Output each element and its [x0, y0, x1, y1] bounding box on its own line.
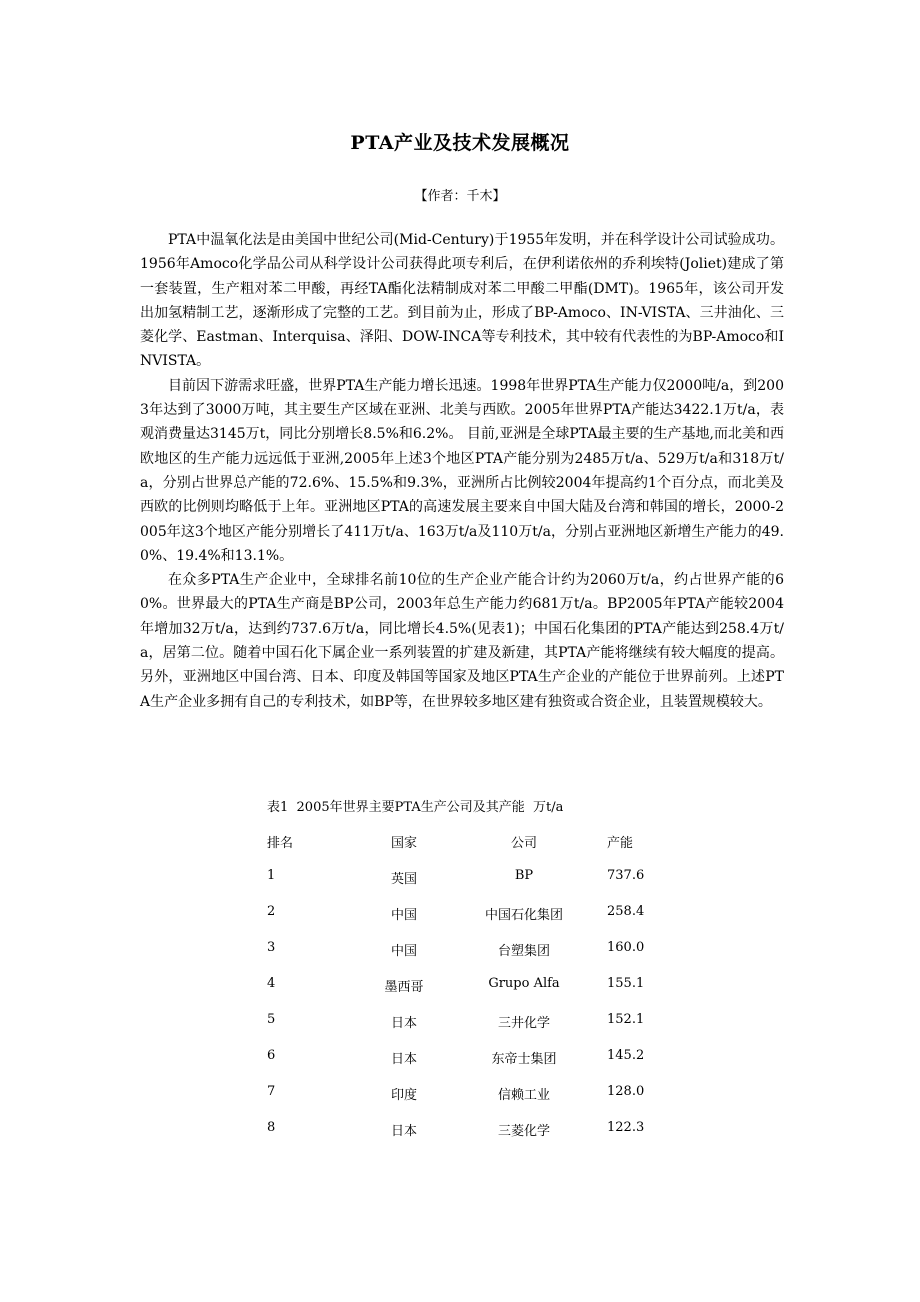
- table-row: [267, 970, 687, 1006]
- author-line: 【作者：千木】: [414, 189, 506, 204]
- capacity-cell: 122.3: [607, 1120, 645, 1135]
- rank-cell: 3: [267, 940, 276, 955]
- header-country: 国家: [390, 836, 418, 851]
- rank-cell: 8: [267, 1120, 276, 1135]
- capacity-cell: 145.2: [607, 1048, 645, 1063]
- capacity-cell: 737.6: [607, 868, 645, 883]
- paragraph: PTA中温氧化法是由美国中世纪公司(Mid-Century)于1955年发明，并在科学设计公司试验成功。1956年Amoco化学品公司从科学设计公司获得此项专利后，在伊利诺依州的乔利埃特(Joliet)建成了第一套装置，生产粗对苯二甲酸，再经TA酯化法精制成对苯二甲酸二甲酯(DMT)。1965年，该公司开发出加氢精制工艺，逐渐形成了完整的工艺。到目前为止，形成了BP-Amoco、IN-VISTA、三井油化、三菱化学、Eastman、Interquisa、泽阳、DOW-INCA等专利技术，其中较有代表性的为BP-Amoco和INVISTA。: [140, 232, 784, 370]
- table-row: [267, 1078, 687, 1114]
- rank-cell: 5: [267, 1012, 276, 1027]
- rank-cell: 4: [267, 976, 276, 991]
- company-text: BP: [514, 868, 534, 883]
- header-company: 公司: [510, 836, 538, 851]
- capacity-cell: 258.4: [607, 904, 645, 919]
- country-text: 印度: [390, 1088, 418, 1103]
- company-text: 台塑集团: [497, 944, 551, 959]
- capacity-table: [267, 826, 687, 1150]
- country-text: 中国: [390, 908, 418, 923]
- rank-cell: 6: [267, 1048, 276, 1063]
- page-title: PTA产业及技术发展概况: [350, 132, 570, 154]
- paragraph: 在众多PTA生产企业中，全球排名前10位的生产企业产能合计约为2060万t/a，约占世界产能的60%。世界最大的PTA生产商是BP公司，2003年总生产能力约681万t/a。BP2005年PTA产能较2004年增加32万t/a，达到约737.6万t/a，同比增长4.5%(见表1)；中国石化集团的PTA产能达到258.4万t/a，居第二位。随着中国石化下属企业一系列装置的扩建及新建，其PTA产能将继续有较大幅度的提高。另外，亚洲地区中国台湾、日本、印度及韩国等国家及地区PTA生产企业的产能位于世界前列。上述PTA生产企业多拥有自己的专利技术，如BP等，在世界较多地区建有独资或合资企业，且装置规模较大。: [140, 572, 784, 710]
- table-header-row: [267, 826, 687, 862]
- header-capacity: 产能: [607, 836, 634, 851]
- company-text: 三菱化学: [497, 1124, 551, 1139]
- paragraph: 目前因下游需求旺盛，世界PTA生产能力增长迅速。1998年世界PTA生产能力仅2000吨/a，到2003年达到了3000万吨，其主要生产区域在亚洲、北美与西欧。2005年世界PTA产能达3422.1万t/a，表观消费量达3145万t，同比分别增长8.5%和6.2%。 目前,亚洲是全球PTA最主要的生产基地,而北美和西欧地区的生产能力远远低于亚洲,2005年上述3个地区PTA产能分别为2485万t/a、529万t/a和318万t/a，分别占世界总产能的72.6%、15.5%和9.3%，亚洲所占比例较2004年提高约1个百分点，而北美及西欧的比例则均略低于上年。亚洲地区PTA的高速发展主要来自中国大陆及台湾和韩国的增长，2000-2005年这3个地区产能分别增长了411万t/a、163万t/a及110万t/a，分别占亚洲地区新增生产能力的49.0%、19.4%和13.1%。: [140, 377, 784, 564]
- capacity-cell: 155.1: [607, 976, 645, 991]
- country-text: 英国: [390, 872, 418, 887]
- table-row: [267, 1042, 687, 1078]
- table-row: [267, 934, 687, 970]
- capacity-cell: 160.0: [607, 940, 645, 955]
- company-text: 信赖工业: [497, 1088, 551, 1103]
- table-row: [267, 862, 687, 898]
- country-text: 中国: [390, 944, 418, 959]
- company-text: 三井化学: [497, 1016, 551, 1031]
- table-caption: 表1 2005年世界主要PTA生产公司及其产能 万t/a: [267, 800, 564, 815]
- rank-cell: 2: [267, 904, 276, 919]
- country-text: 墨西哥: [384, 980, 424, 995]
- company-text: 中国石化集团: [484, 908, 564, 923]
- table-row: [267, 898, 687, 934]
- header-rank: 排名: [267, 836, 294, 851]
- country-text: 日本: [390, 1124, 418, 1139]
- capacity-cell: 128.0: [607, 1084, 645, 1099]
- table-row: [267, 1114, 687, 1150]
- rank-cell: 7: [267, 1084, 276, 1099]
- article-body: [140, 228, 784, 714]
- country-text: 日本: [390, 1052, 418, 1067]
- country-text: 日本: [390, 1016, 418, 1031]
- table-row: [267, 1006, 687, 1042]
- company-text: Grupo Alfa: [488, 976, 560, 991]
- capacity-cell: 152.1: [607, 1012, 645, 1027]
- company-text: 东帝士集团: [491, 1052, 557, 1067]
- rank-cell: 1: [267, 868, 276, 883]
